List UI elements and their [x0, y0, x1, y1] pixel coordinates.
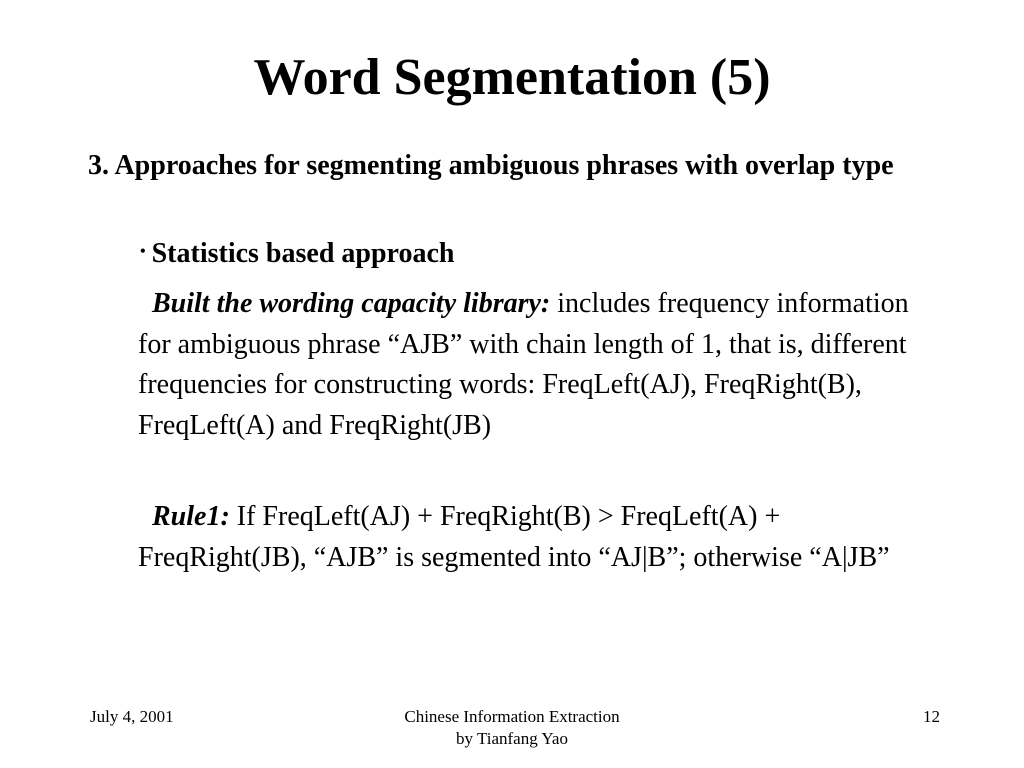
paragraph-rule1 — [138, 497, 938, 578]
page-number: 12 — [923, 707, 940, 726]
slide-title: Word Segmentation (5) — [253, 49, 771, 106]
bullet-text: Statistics based approach — [151, 238, 455, 269]
section-heading: 3. Approaches for segmenting ambiguous phrases with overlap type — [88, 150, 894, 181]
footer-author: by Tianfang Yao — [456, 729, 568, 748]
bullet-marker: • — [140, 242, 146, 260]
paragraph-text: If FreqLeft(AJ) + FreqRight(B) > FreqLeft(A) + FreqRight(JB), “AJB” is segmented into “AJ|B”; otherwise “A|JB” — [138, 501, 890, 573]
footer-date: July 4, 2001 — [90, 707, 174, 726]
paragraph-text: includes frequency information for ambiguous phrase “AJB” with chain length of 1, that is, different frequencies for constructing words: FreqLeft(AJ), FreqRight(B), FreqLeft(A) and FreqRight(JB) — [138, 288, 909, 441]
paragraph-lead: Built the wording capacity library: — [152, 288, 551, 319]
paragraph-lead: Rule1: — [152, 501, 230, 532]
paragraph-wording-library — [138, 284, 938, 446]
footer-title: Chinese Information Extraction — [404, 707, 620, 726]
bullet-item — [140, 234, 454, 276]
footer-center — [362, 706, 662, 750]
